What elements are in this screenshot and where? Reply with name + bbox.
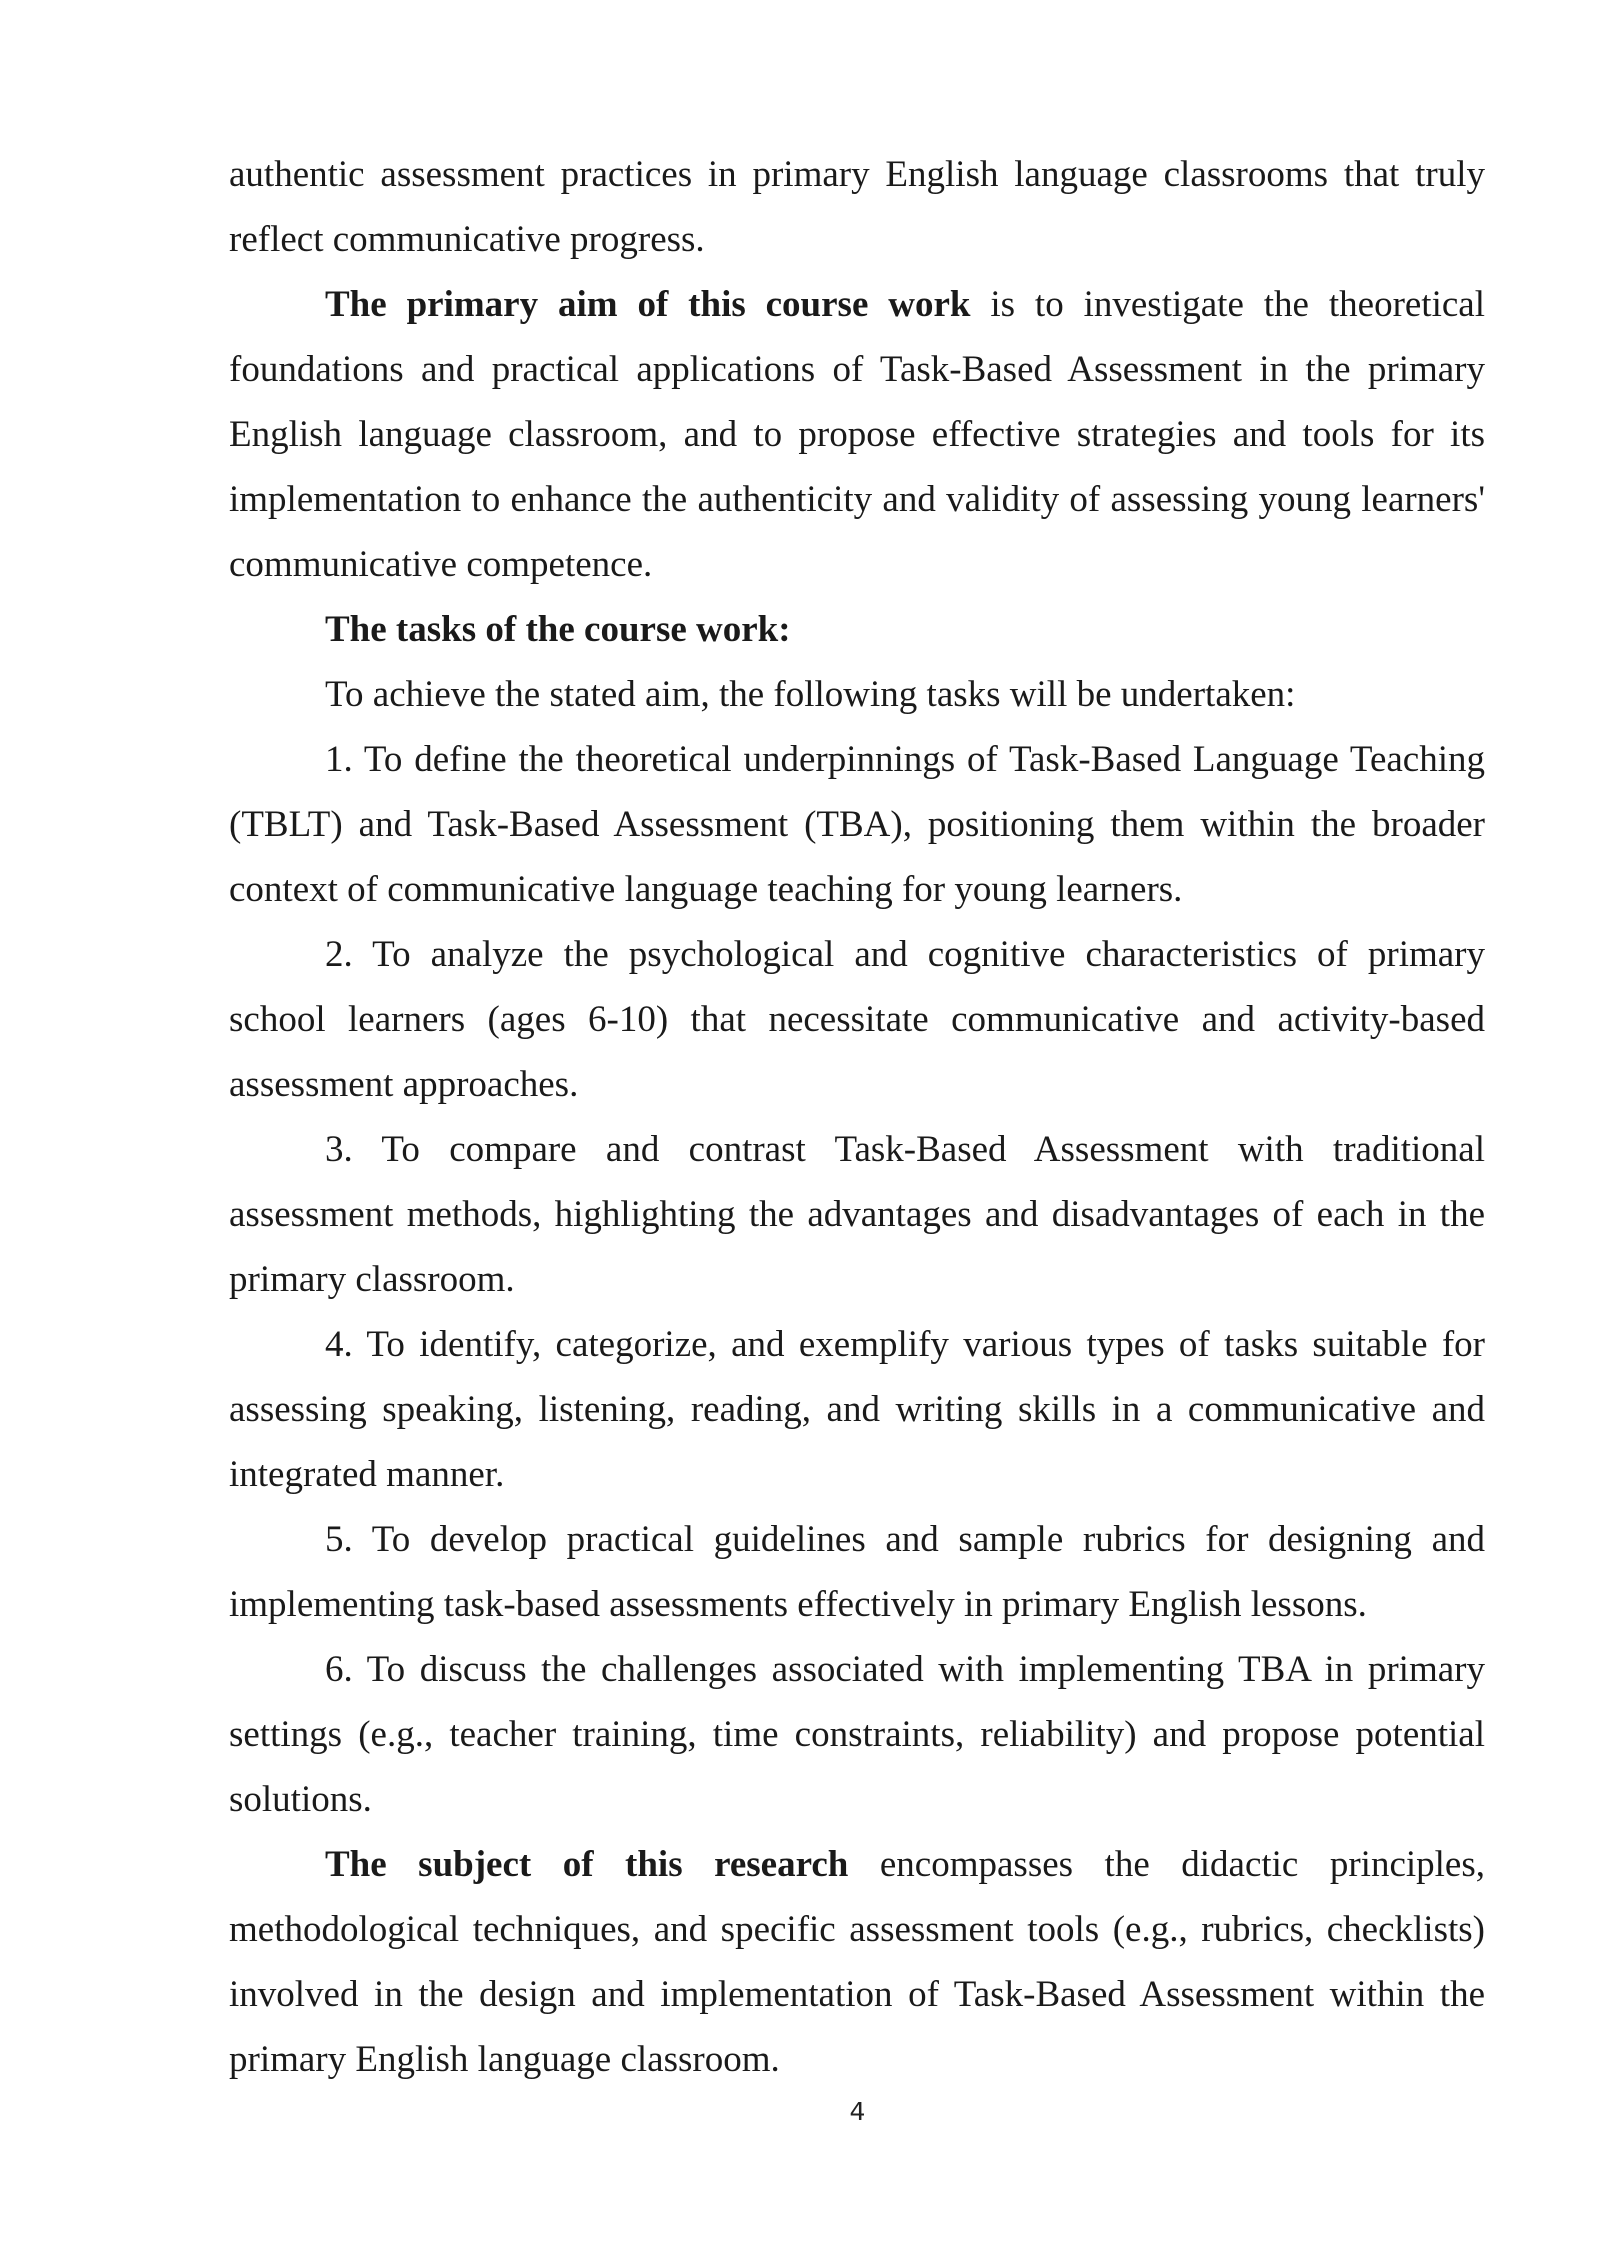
subject-lead: The subject of this research <box>325 1844 849 1885</box>
body-text <box>229 142 1485 2092</box>
task-item: 4. To identify, categorize, and exemplify various types of tasks suitable for assessing speaking, listening, reading, and writing skills in a communicative and integrated manner. <box>229 1324 1485 1495</box>
task-item: 2. To analyze the psychological and cognitive characteristics of primary school learners (ages 6-10) that necessitate communicative and activity-based assessment approaches. <box>229 934 1485 1105</box>
paragraph-subject <box>229 1832 1485 2092</box>
task-item: 1. To define the theoretical underpinnings of Task-Based Language Teaching (TBLT) and Task-Based Assessment (TBA), positioning them within the broader context of communicative language teaching for young learners. <box>229 739 1485 910</box>
subject-text: encompasses the didactic principles, methodological techniques, and specific assessment tools (e.g., rubrics, checklists) involved in the design and implementation of Task-Based Assessment within the primary English language classroom. <box>229 1844 1485 2080</box>
task-item: 6. To discuss the challenges associated with implementing TBA in primary settings (e.g., teacher training, time constraints, reliability) and propose potential solutions. <box>229 1649 1485 1820</box>
aim-text: is to investigate the theoretical foundations and practical applications of Task-Based Assessment in the primary English language classroom, and to propose effective strategies and tools for its implementation to enhance the authenticity and validity of assessing young learners' communicative competence. <box>229 284 1485 585</box>
tasks-intro: To achieve the stated aim, the following tasks will be undertaken: <box>325 674 1296 715</box>
page-number: 4 <box>849 2097 866 2126</box>
paragraph-aim <box>229 272 1485 597</box>
aim-lead: The primary aim of this course work <box>325 284 971 325</box>
tasks-heading: The tasks of the course work: <box>325 609 791 650</box>
task-item: 3. To compare and contrast Task-Based Assessment with traditional assessment methods, highlighting the advantages and disadvantages of each in the primary classroom. <box>229 1129 1485 1300</box>
task-item: 5. To develop practical guidelines and sample rubrics for designing and implementing task-based assessments effectively in primary English lessons. <box>229 1519 1485 1625</box>
paragraph-continuation: authentic assessment practices in primary English language classrooms that truly reflect communicative progress. <box>229 154 1485 260</box>
